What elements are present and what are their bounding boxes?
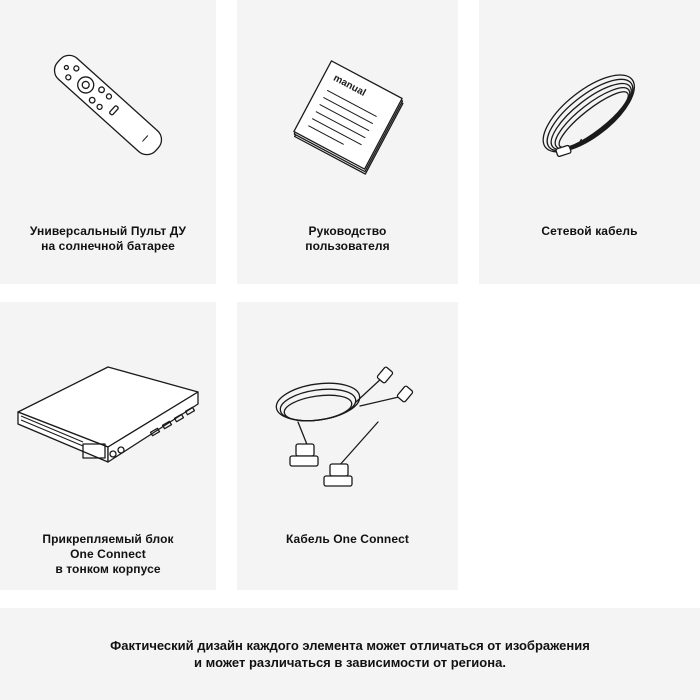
- caption-line: One Connect: [70, 547, 146, 561]
- accessory-tile-manual: [237, 0, 458, 284]
- accessory-caption: [237, 532, 458, 547]
- manual-book-icon: [237, 55, 458, 175]
- accessory-tile-remote: [0, 0, 216, 284]
- caption-line: пользователя: [305, 239, 390, 253]
- remote-control-icon: [0, 40, 216, 170]
- accessory-caption: [0, 532, 216, 577]
- disclaimer-line: и может различаться в зависимости от региона.: [194, 655, 506, 670]
- disclaimer-line: Фактический дизайн каждого элемента может отличаться от изображения: [110, 638, 590, 653]
- accessory-caption: [0, 224, 216, 254]
- caption-line: Руководство: [308, 224, 387, 238]
- one-connect-box-icon: [0, 362, 216, 492]
- manual-cover-text: manual: [330, 72, 367, 99]
- disclaimer-banner: [0, 608, 700, 700]
- accessory-tile-power-cable: [479, 0, 700, 284]
- accessory-tile-one-connect-box: [0, 302, 216, 590]
- caption-line: Универсальный Пульт ДУ: [29, 224, 187, 238]
- one-connect-cable-icon: [237, 362, 458, 502]
- accessory-tile-one-connect-cable: [237, 302, 458, 590]
- caption-line: на солнечной батарее: [41, 239, 175, 253]
- caption-line: Кабель One Connect: [285, 532, 410, 546]
- power-cable-icon: [479, 55, 700, 175]
- accessory-caption: [237, 224, 458, 254]
- caption-line: в тонком корпусе: [55, 562, 161, 576]
- caption-line: Сетевой кабель: [541, 224, 638, 238]
- accessory-caption: [479, 224, 700, 239]
- caption-line: Прикрепляемый блок: [42, 532, 174, 546]
